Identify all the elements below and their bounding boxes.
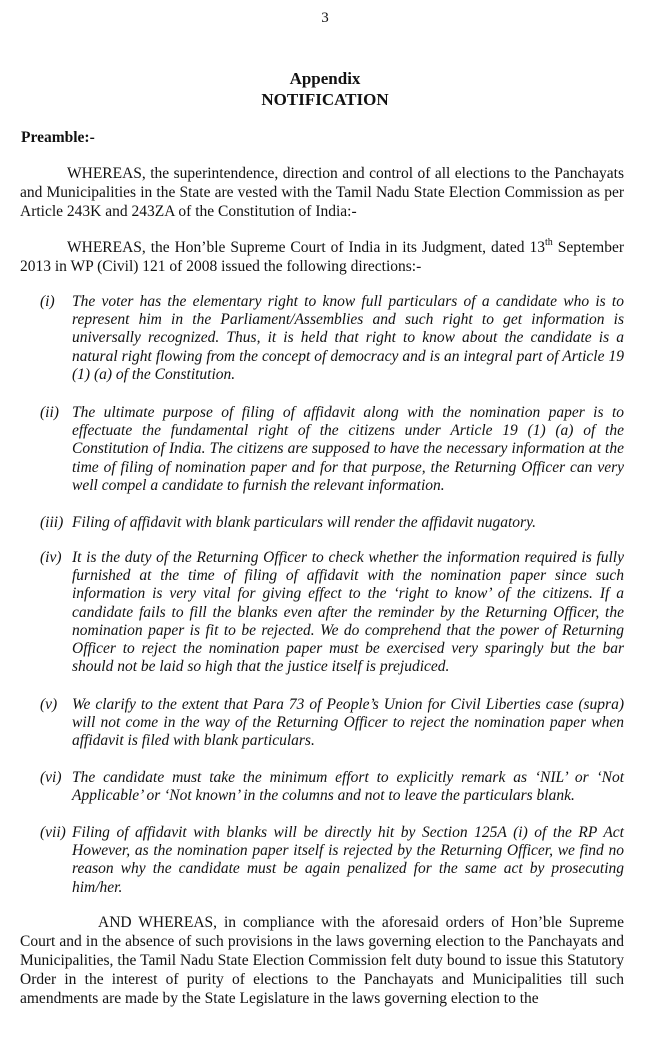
direction-number: (vii) xyxy=(40,824,66,841)
direction-text: Filing of affidavit with blanks will be directly hit by Section 125A (i) of the RP Act However, as the nomination paper itself is rejected by the Returning Officer, we find no reason why the candidate must be again penalized for the same act by prosecuting him/her. xyxy=(72,824,624,896)
appendix-heading: Appendix xyxy=(289,69,361,88)
paragraph-text-after-sup: September 2013 in WP (Civil) 121 of 2008 issued the following directions:- xyxy=(20,239,624,275)
direction-text: Filing of affidavit with blank particulars will render the affidavit nugatory. xyxy=(72,514,536,531)
direction-item xyxy=(40,824,624,897)
whereas-paragraph-1: WHEREAS, the superintendence, direction and control of all elections to the Panchayats and Municipalities in the State are vested with the Tamil Nadu State Election Commission as per Article 243K and 243ZA of the Constitution of India:- xyxy=(20,165,624,220)
paragraph-text-before-sup: WHEREAS, the Hon’ble Supreme Court of India in its Judgment, dated 13 xyxy=(67,239,545,256)
ordinal-suffix: th xyxy=(544,237,553,248)
and-whereas-paragraph: AND WHEREAS, in compliance with the aforesaid orders of Hon’ble Supreme Court and in the absence of such provisions in the laws governing election to the Panchayats and Municipalities, the Tamil Nadu State Election Commission felt duty bound to issue this Statutory Order in the interest of purity of elections to the Panchayats and Municipalities till such amendments are made by the State Legislature in the laws governing election to the xyxy=(20,914,624,1007)
direction-text: The candidate must take the minimum effort to explicitly remark as ‘NIL’ or ‘Not Applicable’ or ‘Not known’ in the columns and not to leave the particulars blank. xyxy=(72,769,624,805)
direction-item xyxy=(40,293,624,384)
preamble-label: Preamble:- xyxy=(21,129,95,146)
direction-text: We clarify to the extent that Para 73 of People’s Union for Civil Liberties case (supra) will not come in the way of the Returning Officer to reject the nomination paper when affidavit is filed with blank particulars. xyxy=(72,696,624,750)
notification-heading: NOTIFICATION xyxy=(261,90,389,109)
direction-number: (ii) xyxy=(40,404,59,421)
direction-item xyxy=(40,514,624,532)
direction-number: (v) xyxy=(40,696,58,713)
direction-number: (i) xyxy=(40,293,55,310)
direction-text: The voter has the elementary right to know full particulars of a candidate who is to represent him in the Parliament/Assemblies and such right to get information is universally recognized. Thus, it is held that right to know about the candidate is a natural right flowing from the concept of democracy and is an integral part of Article 19 (1) (a) of the Constitution. xyxy=(72,293,624,383)
direction-item xyxy=(40,404,624,495)
direction-number: (vi) xyxy=(40,769,62,786)
page-number: 3 xyxy=(321,10,329,26)
direction-item xyxy=(40,696,624,751)
direction-text: It is the duty of the Returning Officer to check whether the information required is fully furnished at the time of filing of affidavit with the nomination paper since such information is very vital for giving effect to the ‘right to know’ of the citizens. If a candidate fails to fill the blanks even after the reminder by the Returning Officer, the nomination paper is fit to be rejected. We do comprehend that the power of Returning Officer to reject the nomination paper must be exercised very sparingly but the bar should not be laid so high that the justice itself is prejudiced. xyxy=(72,549,624,676)
direction-item xyxy=(40,549,624,676)
direction-item xyxy=(40,769,624,805)
direction-number: (iv) xyxy=(40,549,62,566)
direction-number: (iii) xyxy=(40,514,64,531)
whereas-paragraph-2 xyxy=(20,238,624,276)
direction-text: The ultimate purpose of filing of affidavit along with the nomination paper is to effectuate the fundamental right of the citizens under Article 19 (1) (a) of the Constitution of India. The citizens are supposed to have the necessary information at the time of filing of nomination paper and for that purpose, the Returning Officer can very well compel a candidate to furnish the relevant information. xyxy=(72,404,624,494)
